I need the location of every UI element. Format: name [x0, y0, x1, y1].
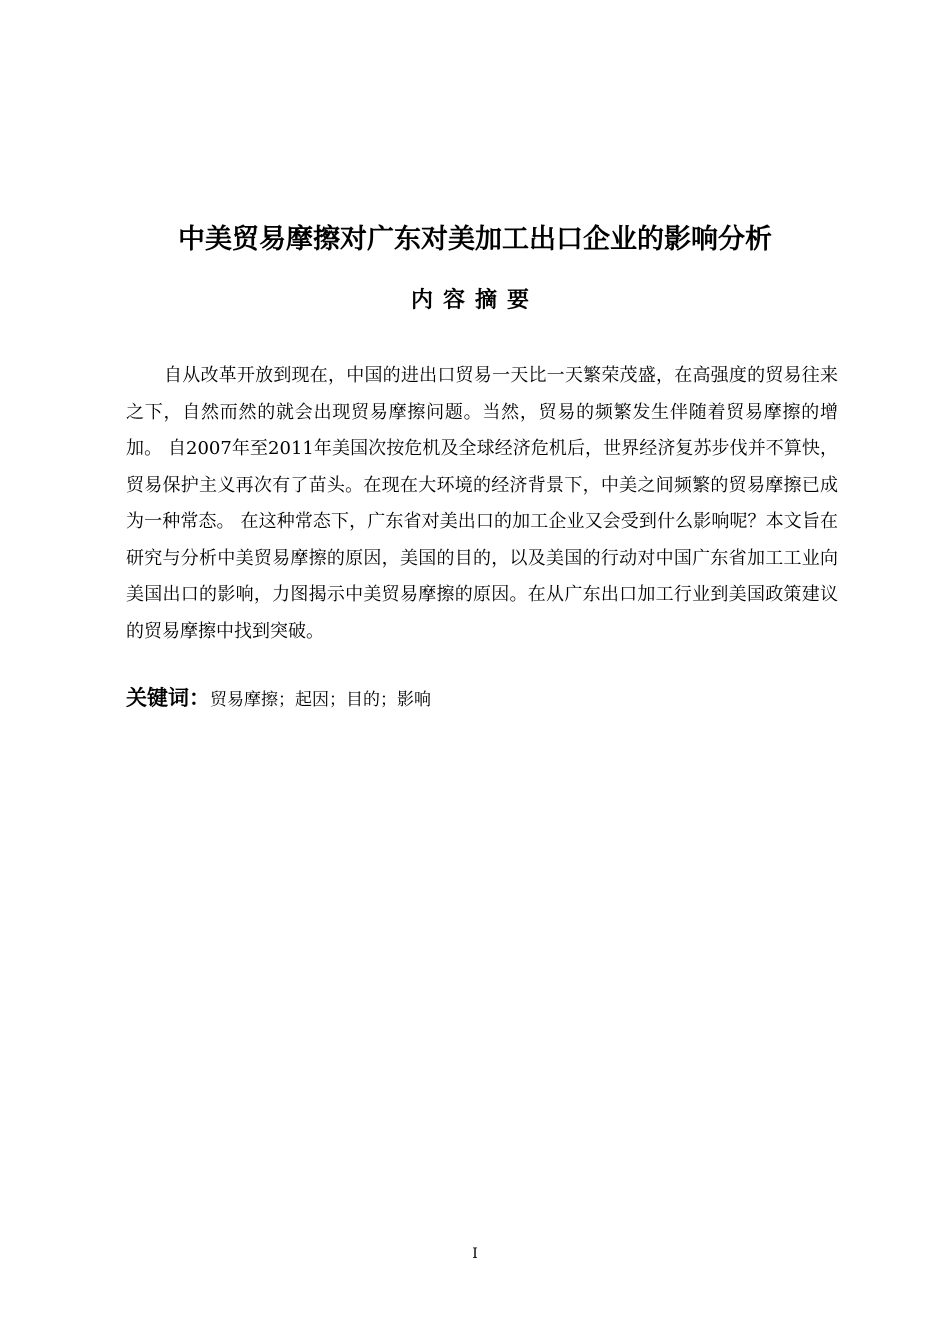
paper-title: 中美贸易摩擦对广东对美加工出口企业的影响分析: [178, 224, 772, 255]
keywords-values: 贸易摩擦；起因；目的；影响: [210, 690, 431, 710]
page-number: I: [472, 1246, 478, 1262]
abstract-paragraph: 自从改革开放到现在，中国的进出口贸易一天比一天繁荣茂盛，在高强度的贸易往来之下，自然而然的就会出现贸易摩擦问题。当然，贸易的频繁发生伴随着贸易摩擦的增加。 自2007年至2011年美国次按危机及全球经济危机后，世界经济复苏步伐并不算快，贸易保护主义再次有了苗头。在现在大环境的经济背景下，中美之间频繁的贸易摩擦已成为一种常态。 在这种常态下，广东省对美出口的加工企业又会受到什么影响呢？本文旨在研究与分析中美贸易摩擦的原因，美国的目的，以及美国的行动对中国广东省加工工业向美国出口的影响，力图揭示中美贸易摩擦的原因。在从广东出口加工行业到美国政策建议的贸易摩擦中找到突破。: [126, 365, 838, 642]
keywords-line: [126, 680, 838, 718]
keywords-label: 关键词：: [126, 686, 210, 710]
abstract-heading: 内容摘要: [410, 288, 539, 313]
